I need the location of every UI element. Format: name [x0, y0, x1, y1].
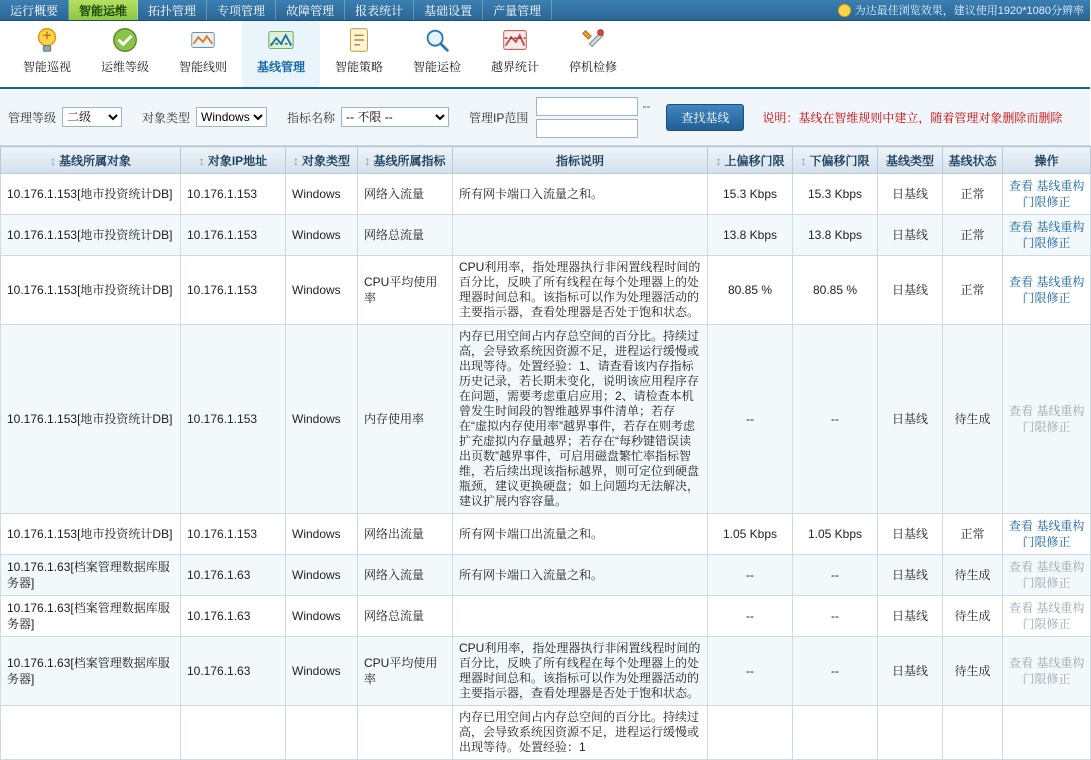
col-ip[interactable] [181, 147, 286, 174]
cell-type: Windows [286, 215, 358, 256]
cell-object [1, 706, 181, 760]
cell-object: 10.176.1.63[档案管理数据库服务器] [1, 555, 181, 596]
menu-tab-0[interactable]: 运行概要 [0, 0, 69, 20]
col-label-status: 基线状态 [948, 153, 997, 168]
cell-down-threshold: -- [793, 555, 878, 596]
cell-baseline-type: 日基线 [878, 325, 943, 514]
cell-status: 正常 [943, 256, 1003, 325]
cell-status: 正常 [943, 174, 1003, 215]
cell-object: 10.176.1.153[地市投资统计DB] [1, 514, 181, 555]
cell-ip: 10.176.1.153 [181, 256, 286, 325]
cell-object: 10.176.1.63[档案管理数据库服务器] [1, 637, 181, 706]
view-link[interactable]: 查看 [1009, 601, 1034, 615]
cell-up-threshold: -- [708, 596, 793, 637]
toolbar-label-6: 越界统计 [490, 60, 539, 74]
cell-metric: 网络总流量 [358, 215, 453, 256]
resolution-note [838, 2, 1084, 18]
toolbar-label-2: 智能线则 [178, 60, 227, 74]
cell-type [286, 706, 358, 760]
cell-type: Windows [286, 174, 358, 215]
cell-ip: 10.176.1.153 [181, 215, 286, 256]
maintenance-icon [578, 25, 608, 55]
cell-down-threshold [793, 706, 878, 760]
cell-down-threshold: -- [793, 596, 878, 637]
cell-down-threshold: 80.85 % [793, 256, 878, 325]
col-label-operation: 操作 [1034, 153, 1059, 168]
toolbar-label-7: 停机检修 [568, 60, 617, 74]
col-up[interactable] [708, 147, 793, 174]
cell-operations [1003, 174, 1091, 215]
table-row[interactable] [1, 514, 1091, 555]
level-label: 管理等级 [8, 110, 57, 125]
view-link[interactable]: 查看 [1009, 179, 1034, 193]
sort-icon-ip[interactable]: ↕ [198, 153, 205, 168]
view-link[interactable]: 查看 [1009, 656, 1034, 670]
toolbar-item-smart-policy[interactable] [320, 21, 398, 87]
menu-tab-1[interactable]: 智能运维 [69, 0, 138, 20]
col-label-type: 对象类型 [301, 153, 350, 168]
cell-desc: 所有网卡端口入流量之和。 [453, 174, 708, 215]
cell-baseline-type: 日基线 [878, 256, 943, 325]
col-label-up: 上偏移门限 [724, 153, 785, 168]
policy-icon [344, 25, 374, 55]
table-row[interactable] [1, 325, 1091, 514]
ip-start-row [536, 97, 650, 116]
table-row[interactable] [1, 256, 1091, 325]
cell-metric: CPU平均使用率 [358, 637, 453, 706]
cell-ip: 10.176.1.153 [181, 514, 286, 555]
menu-tab-6[interactable]: 基础设置 [414, 0, 483, 20]
col-label-desc: 指标说明 [555, 153, 604, 168]
view-link[interactable]: 查看 [1009, 519, 1034, 533]
col-baseline-type[interactable] [878, 147, 943, 174]
cell-baseline-type: 日基线 [878, 637, 943, 706]
cell-baseline-type: 日基线 [878, 514, 943, 555]
cell-baseline-type: 日基线 [878, 174, 943, 215]
toolbar-item-baseline-management[interactable] [242, 21, 320, 87]
menu-tab-3[interactable]: 专项管理 [207, 0, 276, 20]
cell-baseline-type [878, 706, 943, 760]
cell-up-threshold: -- [708, 325, 793, 514]
cell-ip: 10.176.1.63 [181, 596, 286, 637]
level-icon [110, 25, 140, 55]
objtype-label: 对象类型 [142, 110, 191, 125]
cell-down-threshold: -- [793, 637, 878, 706]
col-down[interactable] [793, 147, 878, 174]
cell-down-threshold: 13.8 Kbps [793, 215, 878, 256]
toolbar-item-crossline-statistics[interactable] [476, 21, 554, 87]
inspect-icon [422, 25, 452, 55]
ip-range-box [536, 97, 650, 138]
cell-operations [1003, 256, 1091, 325]
toolbar-item-smart-rule[interactable] [164, 21, 242, 87]
sort-icon-object[interactable]: ↕ [49, 153, 56, 168]
rebuild-baseline-link[interactable]: 基线重构 [1036, 220, 1085, 234]
cell-type: Windows [286, 325, 358, 514]
cell-operations [1003, 555, 1091, 596]
ip-start-input[interactable] [536, 97, 638, 116]
table-row[interactable] [1, 555, 1091, 596]
rebuild-baseline-link[interactable]: 基线重构 [1036, 656, 1085, 670]
cell-metric [358, 706, 453, 760]
cell-ip [181, 706, 286, 760]
cell-desc [453, 596, 708, 637]
baseline-table-wrapper [0, 146, 1090, 754]
cell-status: 待生成 [943, 325, 1003, 514]
cell-operations [1003, 514, 1091, 555]
cell-type: Windows [286, 514, 358, 555]
col-label-baseline-type: 基线类型 [885, 153, 934, 168]
col-operation [1003, 147, 1091, 174]
filter-hint-text: 说明：基线在智维规则中建立，随着管理对象删除而删除 [762, 110, 1063, 125]
cell-type: Windows [286, 555, 358, 596]
toolbar-item-smart-inspection[interactable] [398, 21, 476, 87]
cell-metric: 网络入流量 [358, 555, 453, 596]
ip-range-dash: -- [642, 99, 651, 113]
cell-down-threshold: 15.3 Kbps [793, 174, 878, 215]
cell-desc: 所有网卡端口入流量之和。 [453, 555, 708, 596]
cell-desc: CPU利用率，指处理器执行非闲置线程时间的百分比，反映了所有线程在每个处理器上的处理器时间总和。该指标可以作为处理器活动的主要指示器，查看处理器是否处于饱和状态。 [453, 637, 708, 706]
threshold-correction-link[interactable]: 门限修正 [1022, 420, 1071, 434]
level-select[interactable] [62, 107, 122, 127]
table-row[interactable] [1, 706, 1091, 760]
col-label-object: 基线所属对象 [58, 153, 131, 168]
threshold-correction-link[interactable]: 门限修正 [1022, 291, 1071, 305]
col-label-metric: 基线所属指标 [373, 153, 446, 168]
cell-status: 待生成 [943, 637, 1003, 706]
cell-up-threshold: 80.85 % [708, 256, 793, 325]
cell-metric: 网络总流量 [358, 596, 453, 637]
col-metric[interactable] [358, 147, 453, 174]
cell-ip: 10.176.1.63 [181, 555, 286, 596]
cell-type: Windows [286, 596, 358, 637]
cell-ip: 10.176.1.153 [181, 174, 286, 215]
cell-status: 待生成 [943, 596, 1003, 637]
cell-operations [1003, 596, 1091, 637]
cell-desc [453, 215, 708, 256]
module-icon-toolbar [0, 21, 1090, 89]
toolbar-label-1: 运维等级 [100, 60, 149, 74]
lightbulb-icon [32, 25, 62, 55]
ip-end-input[interactable] [536, 119, 638, 138]
col-status[interactable] [943, 147, 1003, 174]
rebuild-baseline-link[interactable]: 基线重构 [1036, 404, 1085, 418]
cell-object: 10.176.1.153[地市投资统计DB] [1, 215, 181, 256]
sort-icon-type[interactable]: ↕ [292, 153, 299, 168]
cell-operations [1003, 325, 1091, 514]
cell-type: Windows [286, 256, 358, 325]
table-header [1, 147, 1091, 174]
cell-down-threshold: 1.05 Kbps [793, 514, 878, 555]
cell-desc: 所有网卡端口出流量之和。 [453, 514, 708, 555]
table-row[interactable] [1, 637, 1091, 706]
cell-up-threshold: 13.8 Kbps [708, 215, 793, 256]
table-body [1, 174, 1091, 760]
cell-up-threshold: -- [708, 555, 793, 596]
toolbar-label-0: 智能巡视 [22, 60, 71, 74]
cell-up-threshold: -- [708, 637, 793, 706]
view-link[interactable]: 查看 [1009, 560, 1034, 574]
cell-desc: 内存已用空间占内存总空间的百分比。持续过高，会导致系统因资源不足，进程运行缓慢或出现等待。处置经验：1、请查看该内存指标历史记录，若长期未变化，说明该应用程序存在问题，需要考虑重启应用；2、请检查本机曾发生时间段的智维越界事件清单；若存在“虚拟内存使用率”越界事件，若存在则考虑扩充虚拟内存量越界；若存在“每秒键错误读出页数”越界事件，可启用磁盘繁忙率指标智维，若后续出现该指标越界，则可定位到硬盘瓶颈，建议更换硬盘；如上问题均无法解决，建议扩展内容容量。 [453, 325, 708, 514]
cell-metric: 内存使用率 [358, 325, 453, 514]
threshold-correction-link[interactable]: 门限修正 [1022, 535, 1071, 549]
threshold-correction-link[interactable]: 门限修正 [1022, 617, 1071, 631]
col-type[interactable] [286, 147, 358, 174]
threshold-correction-link[interactable]: 门限修正 [1022, 195, 1071, 209]
cell-up-threshold: 1.05 Kbps [708, 514, 793, 555]
cell-metric: 网络出流量 [358, 514, 453, 555]
cell-up-threshold [708, 706, 793, 760]
cell-status: 正常 [943, 215, 1003, 256]
menu-tab-4[interactable]: 故障管理 [276, 0, 345, 20]
toolbar-label-5: 智能运检 [412, 60, 461, 74]
toolbar-label-3: 基线管理 [256, 60, 305, 74]
menu-tab-2[interactable]: 拓扑管理 [138, 0, 207, 20]
menu-tab-5[interactable]: 报表统计 [345, 0, 414, 20]
cell-up-threshold: 15.3 Kbps [708, 174, 793, 215]
table-row[interactable] [1, 596, 1091, 637]
cell-operations [1003, 706, 1091, 760]
table-row[interactable] [1, 174, 1091, 215]
cell-metric: CPU平均使用率 [358, 256, 453, 325]
view-link[interactable]: 查看 [1009, 220, 1034, 234]
menu-tab-7[interactable]: 产量管理 [483, 0, 552, 20]
lightbulb-icon [838, 4, 851, 17]
rebuild-baseline-link[interactable]: 基线重构 [1036, 519, 1085, 533]
baseline-icon [266, 25, 296, 55]
cell-object: 10.176.1.153[地市投资统计DB] [1, 174, 181, 215]
col-object[interactable] [1, 147, 181, 174]
view-link[interactable]: 查看 [1009, 404, 1034, 418]
cell-object: 10.176.1.153[地市投资统计DB] [1, 256, 181, 325]
resolution-note-text: 为达最佳浏览效果，建议使用1920*1080分辨率 [854, 5, 1084, 17]
sort-icon-down[interactable]: ↕ [800, 153, 807, 168]
cell-down-threshold: -- [793, 325, 878, 514]
toolbar-item-ops-level[interactable] [86, 21, 164, 87]
rebuild-baseline-link[interactable]: 基线重构 [1036, 560, 1085, 574]
search-baseline-button[interactable]: 查找基线 [666, 104, 744, 131]
filter-bar [0, 89, 1090, 146]
cell-object: 10.176.1.63[档案管理数据库服务器] [1, 596, 181, 637]
cell-ip: 10.176.1.153 [181, 325, 286, 514]
cell-status [943, 706, 1003, 760]
cell-operations [1003, 637, 1091, 706]
rebuild-baseline-link[interactable]: 基线重构 [1036, 601, 1085, 615]
rebuild-baseline-link[interactable]: 基线重构 [1036, 275, 1085, 289]
threshold-correction-link[interactable]: 门限修正 [1022, 672, 1071, 686]
rule-icon [188, 25, 218, 55]
cell-desc: CPU利用率，指处理器执行非闲置线程时间的百分比，反映了所有线程在每个处理器上的处理器时间总和。该指标可以作为处理器活动的主要指示器，查看处理器是否处于饱和状态。 [453, 256, 708, 325]
metric-label: 指标名称 [287, 110, 336, 125]
ip-end-row [536, 119, 650, 138]
cell-metric: 网络入流量 [358, 174, 453, 215]
objtype-select[interactable] [196, 107, 267, 127]
threshold-correction-link[interactable]: 门限修正 [1022, 236, 1071, 250]
table-header-row [1, 147, 1091, 174]
table-row[interactable] [1, 215, 1091, 256]
ip-range-label: 管理IP范围 [469, 110, 529, 125]
cell-type: Windows [286, 637, 358, 706]
cell-baseline-type: 日基线 [878, 555, 943, 596]
cell-desc: 内存已用空间占内存总空间的百分比。持续过高，会导致系统因资源不足，进程运行缓慢或出现等待。处置经验：1 [453, 706, 708, 760]
baseline-table [0, 146, 1091, 760]
main-menu-bar [0, 0, 1090, 21]
view-link[interactable]: 查看 [1009, 275, 1034, 289]
rebuild-baseline-link[interactable]: 基线重构 [1036, 179, 1085, 193]
cell-status: 待生成 [943, 555, 1003, 596]
col-label-down: 下偏移门限 [809, 153, 870, 168]
crossline-icon [500, 25, 530, 55]
col-label-ip: 对象IP地址 [207, 153, 268, 168]
threshold-correction-link[interactable]: 门限修正 [1022, 576, 1071, 590]
cell-ip: 10.176.1.63 [181, 637, 286, 706]
sort-icon-up[interactable]: ↕ [715, 153, 722, 168]
toolbar-item-maintenance-shutdown[interactable] [554, 21, 632, 87]
metric-select[interactable] [341, 107, 449, 127]
sort-icon-metric[interactable]: ↕ [364, 153, 371, 168]
col-desc [453, 147, 708, 174]
cell-object: 10.176.1.153[地市投资统计DB] [1, 325, 181, 514]
cell-baseline-type: 日基线 [878, 596, 943, 637]
cell-baseline-type: 日基线 [878, 215, 943, 256]
cell-operations [1003, 215, 1091, 256]
cell-status: 正常 [943, 514, 1003, 555]
toolbar-item-intelligent-view[interactable] [8, 21, 86, 87]
toolbar-label-4: 智能策略 [334, 60, 383, 74]
